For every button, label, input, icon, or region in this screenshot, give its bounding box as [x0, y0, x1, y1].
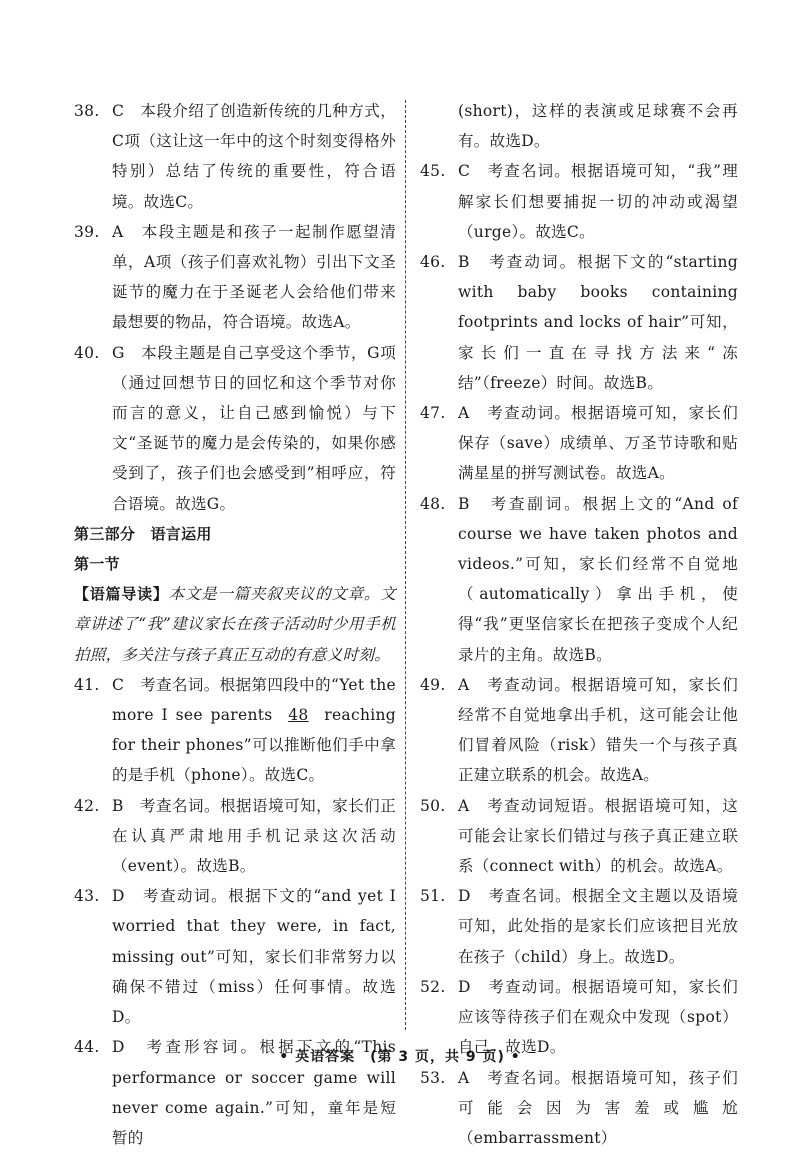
answer-number: 44. [74, 1032, 100, 1062]
answer-38 [74, 96, 396, 217]
answer-text: C 考查名词。根据语境可知，“我”理解家长们想要捕捉一切的冲动或渴望（urge）。故选C。 [458, 156, 738, 247]
subsection-title: 第一节 [74, 549, 396, 579]
answer-49 [420, 670, 738, 791]
answer-number: 45. [420, 156, 446, 186]
answer-text: (short)，这样的表演或足球赛不会再有。故选D。 [458, 96, 738, 156]
guide-text: 本文是一篇夹叙夹议的文章。文章讲述了“我”建议家长在孩子活动时少用手机拍照，多关注与孩子真正互动的有意义时刻。 [74, 585, 396, 663]
guide-tag: 【语篇导读】 [74, 585, 169, 603]
answer-number: 48. [420, 489, 446, 519]
answer-50 [420, 791, 738, 882]
answer-text: A 考查名词。根据语境可知，孩子们可能会因为害羞或尴尬（embarrassment） [458, 1063, 738, 1153]
answer-number: 53. [420, 1063, 446, 1093]
answer-45 [420, 156, 738, 247]
answer-number: 43. [74, 881, 100, 911]
answer-text: A 本段主题是和孩子一起制作愿望清单，A项（孩子们喜欢礼物）引出下文圣诞节的魔力在于圣诞老人会给他们带来最想要的物品，符合语境。故选A。 [112, 217, 396, 338]
answer-number: 40. [74, 338, 100, 368]
answer-number: 47. [420, 398, 446, 428]
answer-48 [420, 489, 738, 670]
answer-number: 51. [420, 881, 446, 911]
right-column [420, 96, 738, 1153]
answer-number: 50. [420, 791, 446, 821]
answer-text: A 考查动词短语。根据语境可知，这可能会让家长们错过与孩子真正建立联系（connect with）的机会。故选A。 [458, 791, 738, 882]
left-column [74, 96, 396, 1153]
answer-number: 46. [420, 247, 446, 277]
section-title: 第三部分 语言运用 [74, 519, 396, 549]
answer-text-pre: C 考查名词。根据第四段中的“Yet the more I see parents [112, 676, 396, 724]
answer-text-post: reaching for their phones”可以推断他们手中拿的是手机（phone）。故选C。 [112, 706, 396, 784]
answer-text: D 考查动词。根据语境可知，家长们应该等待孩子们在观众中发现（spot）自己。故选D。 [458, 972, 738, 1063]
answer-number: 42. [74, 791, 100, 821]
answer-46 [420, 247, 738, 398]
answer-text: B 考查动词。根据下文的“starting with baby books containing footprints and locks of hair”可知，家长们一直在寻找方法来“冻结”（freeze）时间。故选B。 [458, 247, 738, 398]
blank-number: 48 [280, 706, 316, 724]
answer-number: 52. [420, 972, 446, 1002]
answer-40 [74, 338, 396, 519]
answer-39 [74, 217, 396, 338]
answer-text: A 考查动词。根据语境可知，家长们保存（save）成绩单、万圣节诗歌和贴满星星的拼写测试卷。故选A。 [458, 398, 738, 489]
answer-44-continued [420, 96, 738, 156]
answer-47 [420, 398, 738, 489]
answer-51 [420, 881, 738, 972]
answer-text: D 考查动词。根据下文的“and yet I worried that they were, in fact, missing out”可知，家长们非常努力以确保不错过（miss）任何事情。故选D。 [112, 881, 396, 1032]
answer-43 [74, 881, 396, 1032]
passage-guide [74, 579, 396, 670]
answer-number: 39. [74, 217, 100, 247]
answer-number: 49. [420, 670, 446, 700]
answer-number: 41. [74, 670, 100, 700]
answer-text: B 考查副词。根据上文的“And of course we have taken photos and videos.”可知，家长们经常不自觉地（automatically）拿出手机，使得“我”更坚信家长在把孩子变成个人纪录片的主角。故选B。 [458, 489, 738, 670]
answer-text: C 本段介绍了创造新传统的几种方式，C项（这让这一年中的这个时刻变得格外特别）总结了传统的重要性，符合语境。故选C。 [112, 96, 396, 217]
answer-53 [420, 1063, 738, 1153]
answer-text: G 本段主题是自己享受这个季节，G项（通过回想节日的回忆和这个季节对你而言的意义，让自己感到愉悦）与下文“圣诞节的魔力是会传染的，如果你感受到了，孩子们也会感受到”相呼应，符合语境。故选G。 [112, 338, 396, 519]
answer-42 [74, 791, 396, 882]
column-divider [405, 100, 406, 1030]
page-footer: • 英语答案 (第 3 页，共 9 页) • [0, 1046, 800, 1066]
answer-number: 38. [74, 96, 100, 126]
answer-41 [74, 670, 396, 791]
answer-text [112, 670, 396, 791]
answer-text: D 考查形容词。根据下文的“This performance or soccer game will never come again.”可知，童年是短暂的 [112, 1032, 396, 1153]
answer-text: D 考查名词。根据全文主题以及语境可知，此处指的是家长们应该把目光放在孩子（child）身上。故选D。 [458, 881, 738, 972]
answer-text: B 考查名词。根据语境可知，家长们正在认真严肃地用手机记录这次活动（event）。故选B。 [112, 791, 396, 882]
answer-text: A 考查动词。根据语境可知，家长们经常不自觉地拿出手机，这可能会让他们冒着风险（risk）错失一个与孩子真正建立联系的机会。故选A。 [458, 670, 738, 791]
